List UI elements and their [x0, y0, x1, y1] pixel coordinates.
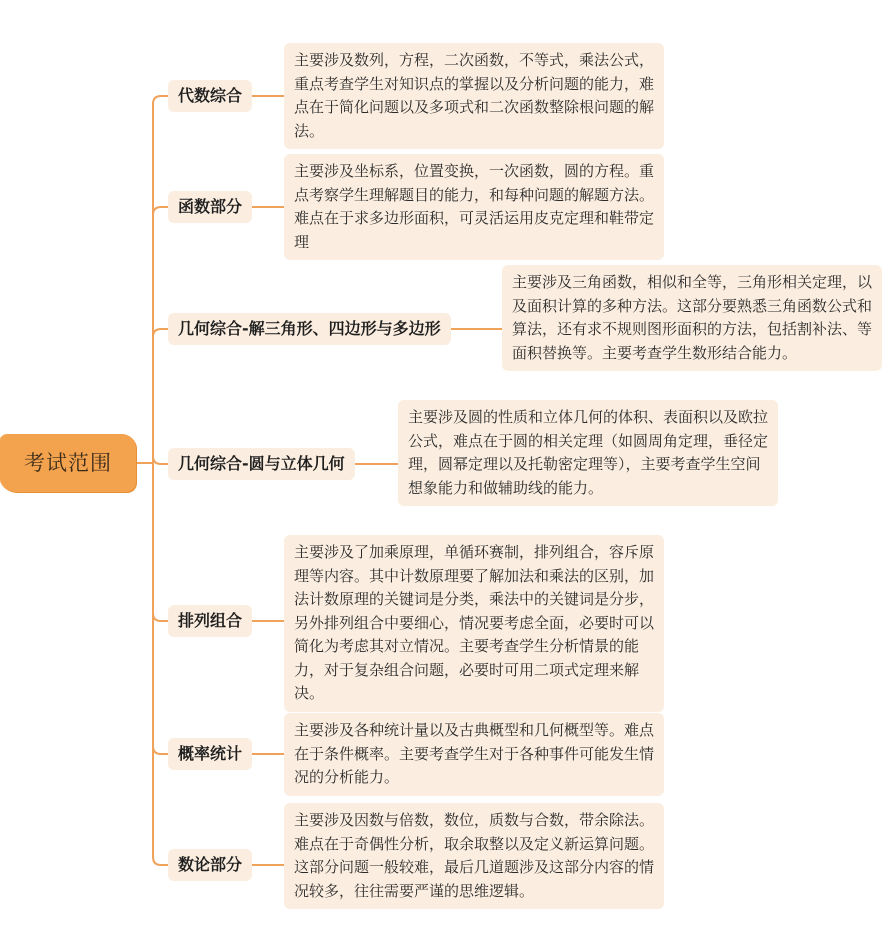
root-node[interactable]: 考试范围: [0, 434, 136, 492]
desc-probability-statistics: 主要涉及各种统计量以及古典概型和几何概型等。难点在于条件概率。主要考查学生对于各种事件可能发生情况的分析能力。: [284, 713, 664, 796]
branch-line-0: [153, 96, 168, 104]
desc-functions: 主要涉及坐标系，位置变换，一次函数，圆的方程。重点考察学生理解题目的能力，和每种问题的解题方法。难点在于求多边形面积，可灵活运用皮克定理和鞋带定理: [284, 154, 664, 260]
branch-line-2: [153, 329, 168, 337]
branch-line-5: [153, 746, 168, 754]
topic-algebra[interactable]: 代数综合: [168, 80, 252, 112]
topic-geometry-circles-solids[interactable]: 几何综合-圆与立体几何: [168, 448, 355, 480]
topic-probability-statistics[interactable]: 概率统计: [168, 738, 252, 770]
desc-number-theory: 主要涉及因数与倍数，数位，质数与合数，带余除法。难点在于奇偶性分析，取余取整以及定义新运算问题。这部分问题一般较难，最后几道题涉及这部分内容的情况较多，往往需要严谨的思维逻辑。: [284, 803, 664, 909]
topic-combinatorics[interactable]: 排列组合: [168, 605, 252, 637]
topic-number-theory[interactable]: 数论部分: [168, 849, 252, 881]
desc-geometry-polygons: 主要涉及三角函数，相似和全等，三角形相关定理，以及面积计算的多种方法。这部分要熟悉三角函数公式和算法，还有求不规则图形面积的方法，包括割补法、等面积替换等。主要考查学生数形结合能力。: [502, 265, 882, 371]
branch-line-6: [153, 857, 168, 865]
branch-line-1: [153, 207, 168, 215]
topic-geometry-polygons[interactable]: 几何综合-解三角形、四边形与多边形: [168, 313, 451, 345]
branch-line-3: [153, 456, 168, 464]
desc-geometry-circles-solids: 主要涉及圆的性质和立体几何的体积、表面积以及欧拉公式，难点在于圆的相关定理（如圆周角定理，垂径定理，圆幂定理以及托勒密定理等），主要考查学生空间想象能力和做辅助线的能力。: [398, 400, 778, 506]
topic-functions[interactable]: 函数部分: [168, 191, 252, 223]
branch-line-4: [153, 613, 168, 621]
desc-combinatorics: 主要涉及了加乘原理，单循环赛制，排列组合，容斥原理等内容。其中计数原理要了解加法和乘法的区别，加法计数原理的关键词是分类，乘法中的关键词是分步，另外排列组合中要细心，情况要考虑全面，必要时可以简化为考虑其对立情况。主要考查学生分析情景的能力，对于复杂组合问题，必要时可用二项式定理来解决。: [284, 535, 664, 712]
desc-algebra: 主要涉及数列，方程，二次函数，不等式，乘法公式，重点考查学生对知识点的掌握以及分析问题的能力，难点在于简化问题以及多项式和二次函数整除根问题的解法。: [284, 43, 664, 149]
